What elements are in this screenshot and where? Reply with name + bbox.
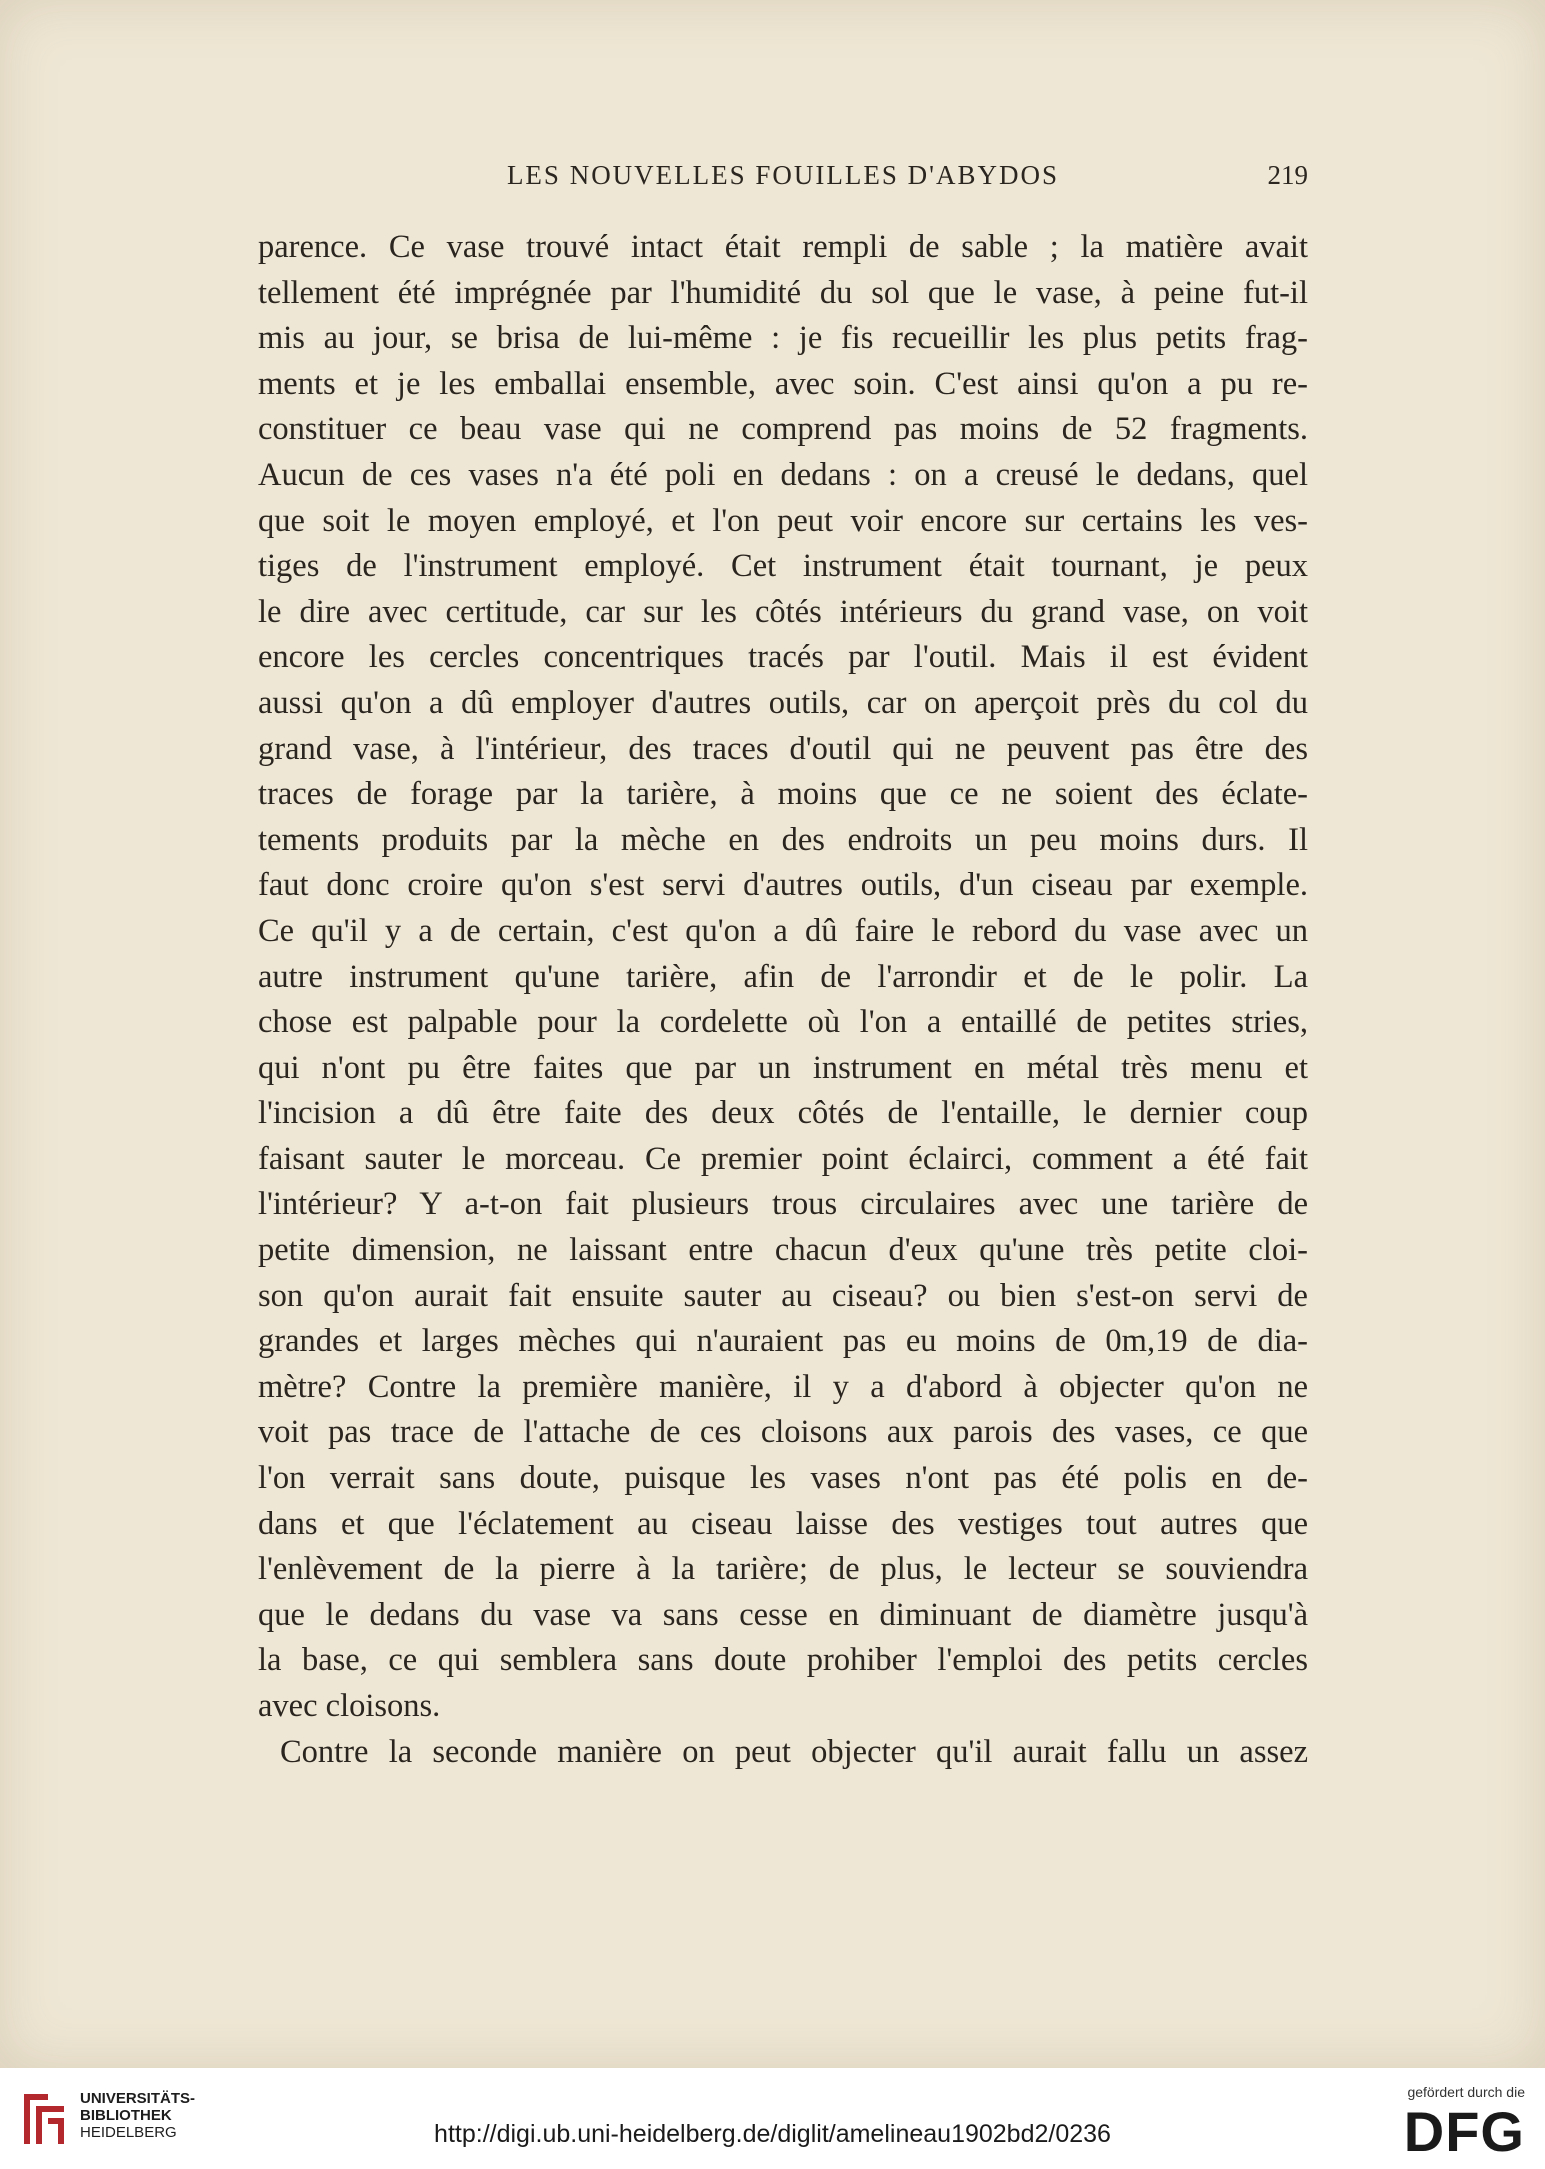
text-line: l'incision a dû être faite des deux côtés de l'entaille, le dernier coup bbox=[258, 1095, 1308, 1132]
page-number: 219 bbox=[1267, 160, 1308, 190]
text-line: que le dedans du vase va sans cesse en diminuant de diamètre jusqu'à bbox=[258, 1596, 1308, 1633]
text-line: aussi qu'on a dû employer d'autres outils, car on aperçoit près du col du bbox=[258, 684, 1308, 721]
text-line: grandes et larges mèches qui n'auraient pas eu moins de 0m,19 de dia- bbox=[258, 1323, 1308, 1360]
text-line: l'on verrait sans doute, puisque les vases n'ont pas été polis en de- bbox=[258, 1460, 1308, 1497]
library-name-line: HEIDELBERG bbox=[80, 2124, 177, 2141]
text-line: que soit le moyen employé, et l'on peut voir encore sur certains les ves- bbox=[258, 502, 1308, 539]
text-line: faisant sauter le morceau. Ce premier point éclairci, comment a été fait bbox=[258, 1140, 1308, 1177]
text-line: dans et que l'éclatement au ciseau laisse des vestiges tout autres que bbox=[258, 1505, 1308, 1542]
text-line: tiges de l'instrument employé. Cet instrument était tournant, je peux bbox=[258, 548, 1308, 585]
text-line: autre instrument qu'une tarière, afin de l'arrondir et de le polir. La bbox=[258, 958, 1308, 995]
text-line: Ce qu'il y a de certain, c'est qu'on a dû faire le rebord du vase avec un bbox=[258, 912, 1308, 949]
body-text bbox=[258, 225, 1308, 1775]
permalink-url[interactable]: http://digi.ub.uni-heidelberg.de/diglit/amelineau1902bd2/0236 bbox=[434, 2120, 1111, 2148]
text-line: chose est palpable pour la cordelette où l'on a entaillé de petites stries, bbox=[258, 1004, 1308, 1041]
text-line: le dire avec certitude, car sur les côtés intérieurs du grand vase, on voit bbox=[258, 593, 1308, 630]
text-line: Contre la seconde manière on peut objecter qu'il aurait fallu un assez bbox=[280, 1733, 1308, 1770]
running-head bbox=[258, 160, 1308, 200]
text-line: tellement été imprégnée par l'humidité du sol que le vase, à peine fut-il bbox=[258, 274, 1308, 311]
funding-caption: gefördert durch die bbox=[1407, 2084, 1525, 2100]
text-line: l'intérieur? Y a-t-on fait plusieurs trous circulaires avec une tarière de bbox=[258, 1186, 1308, 1223]
text-line: encore les cercles concentriques tracés par l'outil. Mais il est évident bbox=[258, 639, 1308, 676]
text-line: tements produits par la mèche en des endroits un peu moins durs. Il bbox=[258, 821, 1308, 858]
text-line: constituer ce beau vase qui ne comprend pas moins de 52 fragments. bbox=[258, 411, 1308, 448]
text-line: traces de forage par la tarière, à moins que ce ne soient des éclate- bbox=[258, 776, 1308, 813]
dfg-logo: DFG bbox=[1403, 2100, 1525, 2163]
text-line: mis au jour, se brisa de lui-même : je fis recueillir les plus petits frag- bbox=[258, 320, 1308, 357]
text-line: faut donc croire qu'on s'est servi d'autres outils, d'un ciseau par exemple. bbox=[258, 867, 1308, 904]
footer-bar bbox=[0, 2068, 1545, 2169]
text-line: parence. Ce vase trouvé intact était rempli de sable ; la matière avait bbox=[258, 229, 1308, 265]
text-line: qui n'ont pu être faites que par un instrument en métal très menu et bbox=[258, 1049, 1308, 1086]
text-line: petite dimension, ne laissant entre chacun d'eux qu'une très petite cloi- bbox=[258, 1232, 1308, 1269]
text-line: la base, ce qui semblera sans doute prohiber l'emploi des petits cercles bbox=[258, 1642, 1308, 1679]
library-name-line: UNIVERSITÄTS- bbox=[80, 2090, 196, 2107]
text-line: l'enlèvement de la pierre à la tarière; de plus, le lecteur se souviendra bbox=[258, 1551, 1308, 1588]
text-line: grand vase, à l'intérieur, des traces d'outil qui ne peuvent pas être des bbox=[258, 730, 1308, 767]
text-line: son qu'on aurait fait ensuite sauter au ciseau? ou bien s'est-on servi de bbox=[258, 1277, 1308, 1314]
text-line: Aucun de ces vases n'a été poli en dedans : on a creusé le dedans, quel bbox=[258, 456, 1308, 493]
text-line: ments et je les emballai ensemble, avec soin. C'est ainsi qu'on a pu re- bbox=[258, 365, 1308, 402]
running-title: LES NOUVELLES FOUILLES D'ABYDOS bbox=[506, 160, 1060, 190]
library-name-line: BIBLIOTHEK bbox=[80, 2107, 172, 2124]
text-line: mètre? Contre la première manière, il y a d'abord à objecter qu'on ne bbox=[258, 1368, 1308, 1405]
text-line: avec cloisons. bbox=[258, 1688, 441, 1724]
text-line: voit pas trace de l'attache de ces cloisons aux parois des vases, ce que bbox=[258, 1414, 1308, 1451]
